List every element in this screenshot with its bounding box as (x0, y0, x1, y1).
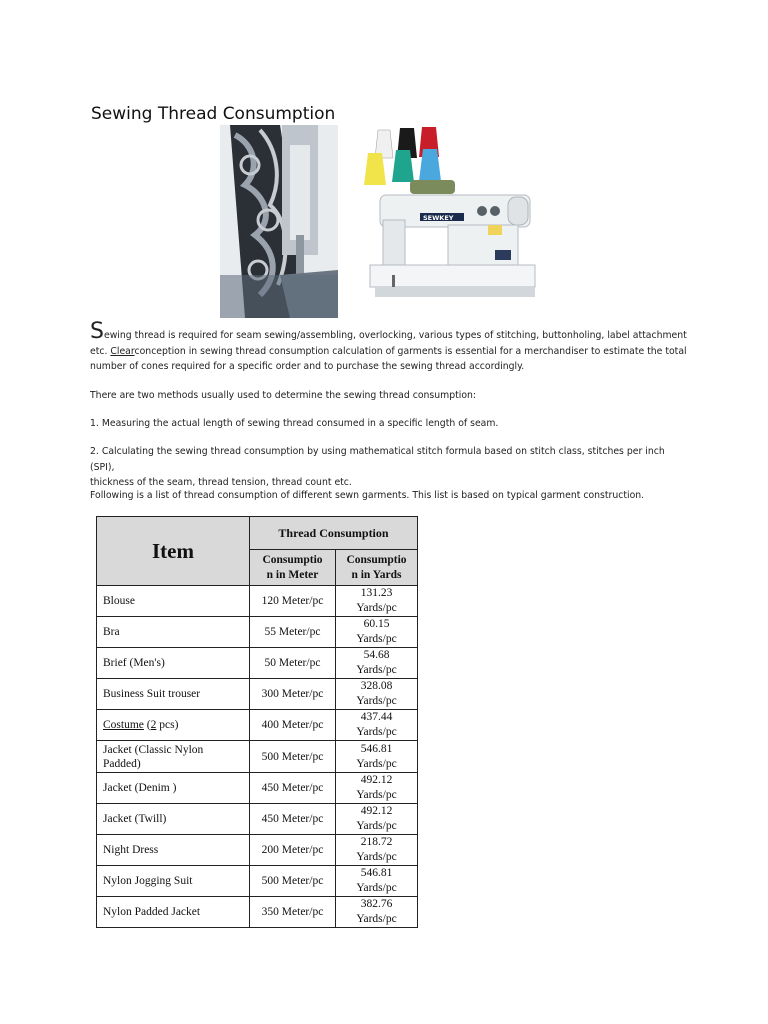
row-meter: 450 Meter/pc (250, 773, 336, 804)
row-item: Nylon Padded Jacket (97, 897, 250, 928)
row-meter: 120 Meter/pc (250, 586, 336, 617)
table-row (97, 648, 418, 679)
intro-line-2-start: etc. (90, 345, 111, 357)
meter-header-line-1: Consumptio (262, 553, 323, 566)
row-item: Brief (Men's) (97, 648, 250, 679)
row-meter: 300 Meter/pc (250, 679, 336, 710)
row-yards: 54.68 Yards/pc (336, 648, 418, 679)
method-2 (90, 444, 690, 491)
table-row (97, 710, 418, 741)
table-row (97, 866, 418, 897)
method-1: 1. Measuring the actual length of sewing thread consumed in a specific length of seam. (90, 418, 499, 429)
yards-header (336, 550, 418, 586)
sewing-machine-image (220, 125, 548, 318)
row-item: Jacket (Twill) (97, 804, 250, 835)
machine-brand-label: SEWKEY (423, 214, 454, 222)
list-intro: Following is a list of thread consumption of different sewn garments. This list is based on typical garment construction. (90, 490, 645, 501)
intro-line-2-rest: conception in sewing thread consumption calculation of garments is essential for a merchandiser to estimate the total (134, 345, 687, 357)
row-meter: 50 Meter/pc (250, 648, 336, 679)
row-yards: 546.81 Yards/pc (336, 866, 418, 897)
row-yards: 546.81 Yards/pc (336, 741, 418, 773)
intro-line-3: number of cones required for a specific order and to purchase the sewing thread accordingly. (90, 361, 525, 372)
table-row (97, 897, 418, 928)
row-yards: 437.44 Yards/pc (336, 710, 418, 741)
table-row (97, 835, 418, 866)
row-yards: 218.72 Yards/pc (336, 835, 418, 866)
sewing-machine (370, 195, 535, 297)
table-row (97, 617, 418, 648)
row-yards: 382.76 Yards/pc (336, 897, 418, 928)
row-meter: 200 Meter/pc (250, 835, 336, 866)
row-yards: 492.12 Yards/pc (336, 804, 418, 835)
row-yards: 131.23 Yards/pc (336, 586, 418, 617)
row-meter: 500 Meter/pc (250, 866, 336, 897)
thread-consumption-header: Thread Consumption (250, 517, 418, 550)
row-meter: 55 Meter/pc (250, 617, 336, 648)
thread-consumption-table (96, 516, 418, 928)
row-item: Blouse (97, 586, 250, 617)
methods-intro: There are two methods usually used to determine the sewing thread consumption: (90, 390, 477, 401)
table-row (97, 804, 418, 835)
row-meter: 400 Meter/pc (250, 710, 336, 741)
row-meter: 500 Meter/pc (250, 741, 336, 773)
intro-line-1: ewing thread is required for seam sewing/assembling, overlocking, various types of stitching, buttonholing, label attachment (103, 330, 687, 341)
page-title: Sewing Thread Consumption (91, 104, 336, 124)
intro-underlined-word: Clear (110, 345, 135, 357)
row-item: Bra (97, 617, 250, 648)
item-header: Item (97, 517, 250, 586)
row-item: Jacket (Denim ) (97, 773, 250, 804)
row-item: Night Dress (97, 835, 250, 866)
table-row (97, 773, 418, 804)
drop-cap: S (90, 319, 104, 344)
row-yards: 60.15 Yards/pc (336, 617, 418, 648)
lace-fabric-photo (220, 125, 338, 318)
intro-paragraph (90, 319, 690, 375)
table-row (97, 741, 418, 773)
yards-header-line-1: Consumptio (346, 553, 407, 566)
meter-header (250, 550, 336, 586)
row-meter: 350 Meter/pc (250, 897, 336, 928)
table-row (97, 586, 418, 617)
row-yards: 492.12 Yards/pc (336, 773, 418, 804)
method-2-line-2: thickness of the seam, thread tension, thread count etc. (90, 477, 352, 488)
meter-header-line-2: n in Meter (266, 568, 319, 581)
row-item: Business Suit trouser (97, 679, 250, 710)
method-2-line-1: 2. Calculating the sewing thread consumption by using mathematical stitch formula based on stitch class, stitches per inch (SPI), (90, 446, 665, 473)
row-meter: 450 Meter/pc (250, 804, 336, 835)
yards-header-line-2: n in Yards (351, 568, 402, 581)
row-yards: 328.08 Yards/pc (336, 679, 418, 710)
row-item: Costume (2 pcs) (97, 710, 250, 741)
row-item: Nylon Jogging Suit (97, 866, 250, 897)
row-item: Jacket (Classic Nylon Padded) (97, 741, 250, 773)
table-row (97, 679, 418, 710)
